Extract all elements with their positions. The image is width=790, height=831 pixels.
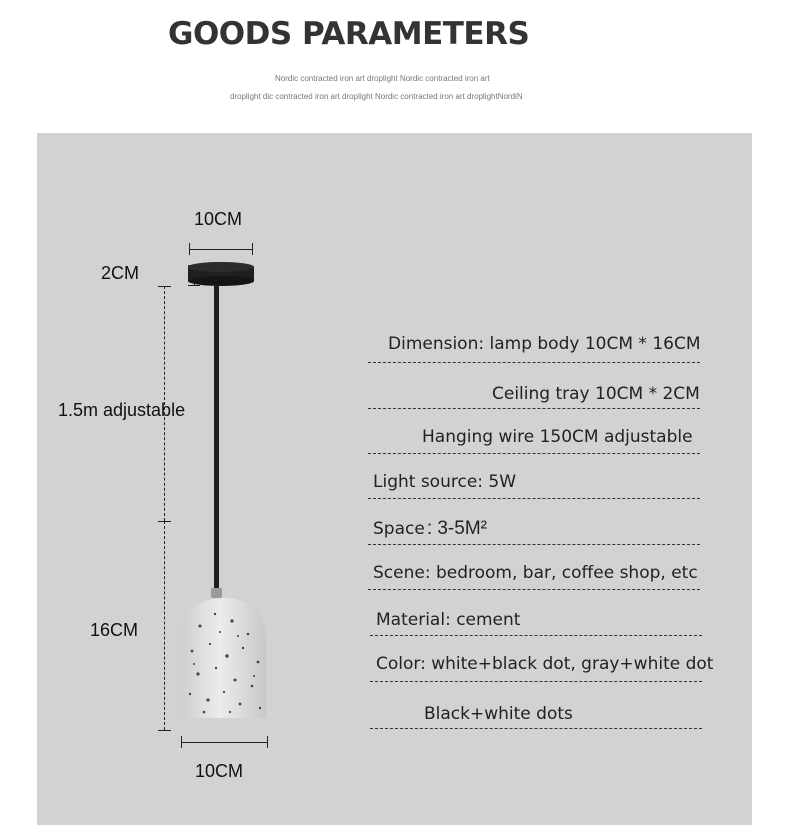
spec-space	[373, 518, 487, 540]
top-width-tick-right	[252, 243, 253, 255]
wire-length-tick-top	[158, 286, 171, 287]
spec-divider	[370, 681, 702, 682]
spec-divider	[370, 728, 702, 729]
top-width-tick-left	[189, 243, 190, 255]
spec-color: Color: white+black dot, gray+white dot	[376, 654, 714, 674]
spec-divider	[368, 453, 700, 454]
spec-scene: Scene: bedroom, bar, coffee shop, etc	[373, 563, 698, 583]
spec-dimension: Dimension: lamp body 10CM * 16CM	[388, 334, 701, 354]
bottom-width-label: 10CM	[195, 761, 244, 781]
subtitle-line-2: droplight dic contracted iron art droplight Nordic contracted iron art droplightNordiN	[230, 92, 523, 101]
spec-divider	[368, 408, 700, 409]
bottom-width-tick-right	[267, 736, 268, 748]
bottom-width-line	[181, 742, 267, 743]
spec-ceiling-tray: Ceiling tray 10CM * 2CM	[492, 384, 700, 404]
spec-divider	[368, 544, 700, 545]
body-height-tick-bottom	[158, 730, 171, 731]
spec-space-label: Space	[373, 519, 425, 539]
lamp-shade	[180, 596, 268, 720]
spec-material: Material: cement	[376, 610, 521, 630]
hanging-wire	[214, 286, 219, 591]
spec-divider	[368, 498, 700, 499]
wire-length-label: 1.5m adjustable	[58, 400, 186, 420]
spec-light-source: Light source: 5W	[373, 472, 517, 492]
subtitle-line-1: Nordic contracted iron art droplight Nordic contracted iron art	[275, 74, 490, 83]
spec-hanging-wire: Hanging wire 150CM adjustable	[422, 427, 693, 447]
top-width-label: 10CM	[194, 209, 243, 229]
body-height-label: 16CM	[90, 620, 139, 640]
spec-divider	[368, 362, 700, 363]
spec-space-value: : 3-5M²	[426, 518, 487, 539]
ceiling-tray	[186, 259, 256, 287]
bottom-width-tick-left	[181, 736, 182, 748]
spec-divider	[370, 635, 702, 636]
tray-height-label: 2CM	[101, 263, 140, 283]
body-height-line	[164, 521, 165, 730]
spec-color-extra: Black+white dots	[424, 704, 573, 724]
spec-divider	[368, 589, 700, 590]
top-width-line	[189, 249, 252, 250]
page-title: GOODS PARAMETERS	[168, 16, 530, 52]
